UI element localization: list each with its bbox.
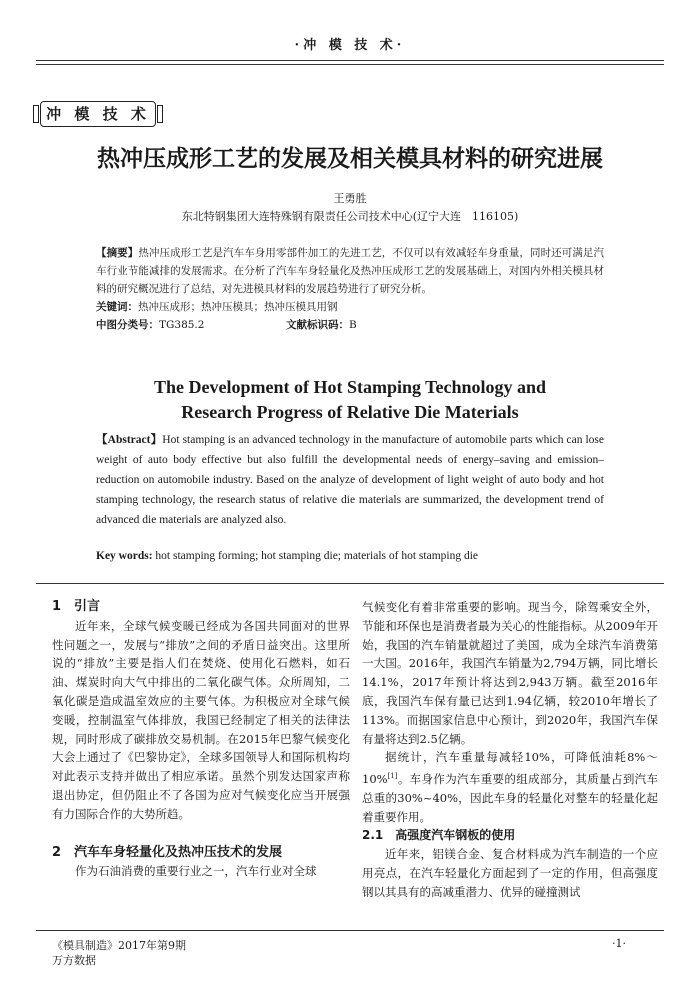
- abstract-cn: [96, 244, 604, 334]
- keywords-en-text: hot stamping forming; hot stamping die; materials of hot stamping die: [155, 550, 479, 562]
- header-rule-2: [36, 64, 664, 65]
- section-2-1-heading: 2.1 高强度汽车钢板的使用: [362, 828, 516, 843]
- keywords-text: 热冲压成形；热冲压模具；热冲压模具用钢: [138, 301, 338, 313]
- right-column: [362, 598, 658, 902]
- paper-title: 热冲压成形工艺的发展及相关模具材料的研究进展: [97, 146, 603, 172]
- abstract-text: 热冲压成形工艺是汽车车身用零部件加工的先进工艺，不仅可以有效减轻车身重量，同时还可满足汽车行业节能减排的发展需求。在分析了汽车车身轻量化及热冲压成形工艺的发展基础上，对国内外相关模具材料的研究概况进行了总结，对先进模具材料的发展趋势进行了研究分析。: [96, 247, 605, 295]
- doc-code-value: B: [349, 319, 357, 331]
- abstract-en-label: 【Abstract】: [96, 434, 163, 446]
- author: 王勇胜: [333, 192, 367, 205]
- right-paragraph-2-a: 据统计，汽车重量每减轻10%，可降低油耗8%～10%: [362, 750, 658, 786]
- header-rule: [36, 60, 664, 61]
- doc-code-label: 文献标识码：: [286, 319, 349, 331]
- keywords-en-label: Key words:: [96, 550, 153, 562]
- right-paragraph-3: 近年来，铝镁合金、复合材料成为汽车制造的一个应用亮点，在汽车轻量化方面起到了一定的作用，但高强度钢以其具有的高减重潜力、优异的碰撞测试: [362, 847, 658, 899]
- clc-label: 中图分类号：: [96, 319, 159, 331]
- page-number: ·1·: [612, 937, 626, 950]
- watermark: 万方数据: [52, 954, 96, 967]
- footer-rule: [36, 930, 664, 931]
- clc-value: TG385.2: [159, 319, 205, 331]
- section-2-paragraph: 作为石油消费的重要行业之一，汽车行业对全球: [75, 864, 317, 879]
- section-2-heading: 2 汽车车身轻量化及热冲压技术的发展: [52, 844, 283, 860]
- english-title-line2: Research Progress of Relative Die Materials: [181, 402, 519, 422]
- body-rule: [36, 583, 664, 584]
- abstract-en-text: Hot stamping is an advanced technology in the manufacture of automobile parts which can lose weight of auto body effective but also fulfill the developmental needs of energy–saving and emission–reduction on automobile industry. Based on the analyze of development of light weight of auto body and hot stamping technology, the research status of relative die materials are summarized, the development trend of advanced die materials are analyzed also.: [96, 434, 605, 526]
- left-column: [52, 598, 350, 881]
- keywords-en: [96, 550, 604, 562]
- keywords-label: 关键词：: [96, 301, 138, 313]
- affiliation: 东北特钢集团大连特殊钢有限责任公司技术中心(辽宁大连 116105): [181, 210, 519, 223]
- journal-footer: 《模具制造》2017年第9期: [52, 939, 186, 952]
- section-1-heading: 1 引言: [52, 599, 101, 614]
- english-title: [0, 375, 700, 425]
- abstract-label: 【摘要】: [96, 247, 139, 259]
- section-1-paragraph: 近年来，全球气候变暖已经成为各国共同面对的世界性问题之一，发展与“排放”之间的矛盾日益突出。这里所说的“排放”主要是指人们在焚烧、使用化石燃料，如石油、煤炭时向大气中排出的二氧化碳气体。众所周知，二氧化碳是造成温室效应的主要气体。为积极应对全球气候变暖，控制温室气体排放，我国已经制定了相关的法律法规，同时形成了碳排放交易机制。在2015年巴黎气候变化大会上通过了《巴黎协定》，全球多国领导人和国际机构均对此表示支持并做出了相应承诺。虽然个别发达国家声称退出协定，但仍阻止不了各国为应对气候变化应当开展强有力国际合作的大势所趋。: [52, 618, 350, 821]
- section-tag: 冲 模 技 术: [40, 101, 156, 127]
- right-paragraph-1: 气候变化有着非常重要的影响。现当今，除驾乘安全外，节能和环保也是消费者最为关心的性能指标。从2009年开始，我国的汽车销量就超过了美国，成为全球汽车消费第一大国。2016年，我国汽车销量为2,794万辆，同比增长14.1%，2017年预计将达到2,943万辆。截至2016年底，我国汽车保有量已达到1.94亿辆，较2010年增长了113%。而据国家信息中心预计，到2020年，我国汽车保有量将达到2.5亿辆。: [362, 600, 658, 746]
- english-title-line1: The Development of Hot Stamping Technology and: [153, 377, 547, 397]
- running-head: ·冲 模 技 术·: [294, 38, 406, 53]
- citation-ref: [1]: [387, 772, 398, 781]
- right-paragraph-2-b: 。车身作为汽车重要的组成部分，其质量占到汽车总重的30%~40%，因此车身的轻量化对整车的轻量化起着重要作用。: [362, 772, 658, 824]
- right-paragraph-2: [362, 748, 658, 826]
- abstract-en: [96, 430, 604, 530]
